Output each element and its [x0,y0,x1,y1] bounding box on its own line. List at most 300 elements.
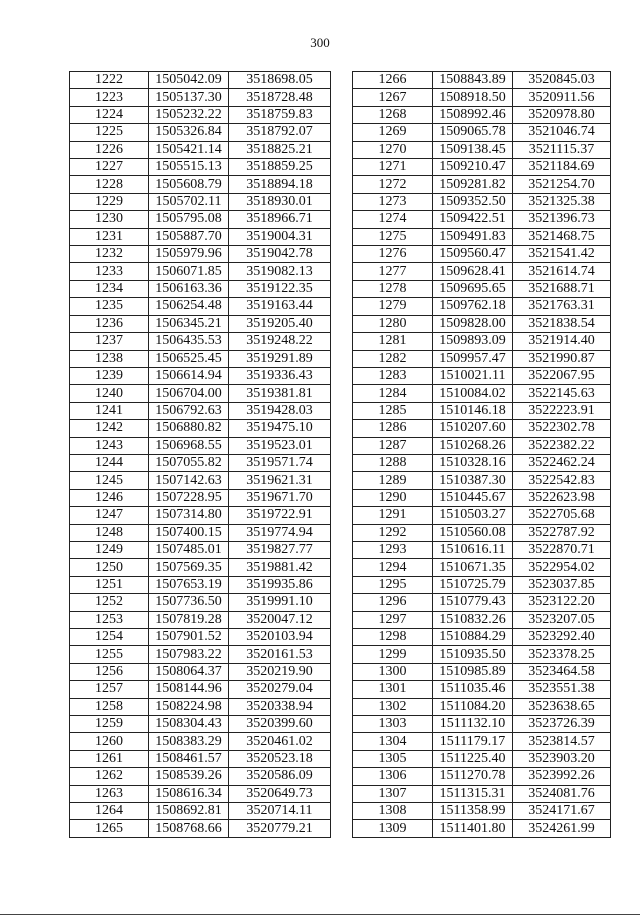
point-number-cell: 1233 [70,263,149,280]
y-coordinate-cell: 3523207.05 [513,611,611,628]
table-row [353,559,611,576]
table-row [70,576,331,593]
point-number-cell: 1238 [70,350,149,367]
y-coordinate-cell: 3522223.91 [513,402,611,419]
y-coordinate-cell: 3518966.71 [229,211,331,228]
x-coordinate-cell: 1507653.19 [149,576,229,593]
x-coordinate-cell: 1510616.11 [433,541,513,558]
table-row [353,507,611,524]
x-coordinate-cell: 1506614.94 [149,367,229,384]
point-number-cell: 1270 [353,141,433,158]
x-coordinate-cell: 1507485.01 [149,541,229,558]
x-coordinate-cell: 1509828.00 [433,315,513,332]
point-number-cell: 1279 [353,298,433,315]
table-row [70,507,331,524]
table-row [70,733,331,750]
x-coordinate-cell: 1506704.00 [149,385,229,402]
x-coordinate-cell: 1506071.85 [149,263,229,280]
y-coordinate-cell: 3521184.69 [513,159,611,176]
y-coordinate-cell: 3518728.48 [229,89,331,106]
point-number-cell: 1232 [70,246,149,263]
x-coordinate-cell: 1510021.11 [433,367,513,384]
x-coordinate-cell: 1507400.15 [149,524,229,541]
table-row [353,541,611,558]
x-coordinate-cell: 1507228.95 [149,489,229,506]
x-coordinate-cell: 1508064.37 [149,663,229,680]
x-coordinate-cell: 1506525.45 [149,350,229,367]
point-number-cell: 1262 [70,768,149,785]
x-coordinate-cell: 1510268.26 [433,437,513,454]
y-coordinate-cell: 3521914.40 [513,333,611,350]
point-number-cell: 1274 [353,211,433,228]
point-number-cell: 1249 [70,541,149,558]
y-coordinate-cell: 3519291.89 [229,350,331,367]
y-coordinate-cell: 3521468.75 [513,228,611,245]
table-row [353,733,611,750]
y-coordinate-cell: 3520047.12 [229,611,331,628]
table-row [70,72,331,89]
y-coordinate-cell: 3519621.31 [229,472,331,489]
y-coordinate-cell: 3524171.67 [513,803,611,820]
point-number-cell: 1230 [70,211,149,228]
point-number-cell: 1258 [70,698,149,715]
point-number-cell: 1254 [70,629,149,646]
point-number-cell: 1296 [353,594,433,611]
y-coordinate-cell: 3522145.63 [513,385,611,402]
point-number-cell: 1305 [353,750,433,767]
y-coordinate-cell: 3520978.80 [513,106,611,123]
table-row [70,663,331,680]
x-coordinate-cell: 1506163.36 [149,280,229,297]
y-coordinate-cell: 3523638.65 [513,698,611,715]
x-coordinate-cell: 1505232.22 [149,106,229,123]
point-number-cell: 1264 [70,803,149,820]
point-number-cell: 1261 [70,750,149,767]
point-number-cell: 1298 [353,629,433,646]
x-coordinate-cell: 1508992.46 [433,106,513,123]
table-row [70,159,331,176]
table-row [70,594,331,611]
x-coordinate-cell: 1508461.57 [149,750,229,767]
y-coordinate-cell: 3520219.90 [229,663,331,680]
point-number-cell: 1237 [70,333,149,350]
table-row [70,646,331,663]
table-row [70,228,331,245]
y-coordinate-cell: 3520911.56 [513,89,611,106]
x-coordinate-cell: 1510560.08 [433,524,513,541]
point-number-cell: 1273 [353,193,433,210]
point-number-cell: 1260 [70,733,149,750]
point-number-cell: 1299 [353,646,433,663]
y-coordinate-cell: 3523378.25 [513,646,611,663]
point-number-cell: 1280 [353,315,433,332]
y-coordinate-cell: 3521614.74 [513,263,611,280]
x-coordinate-cell: 1510884.29 [433,629,513,646]
point-number-cell: 1284 [353,385,433,402]
y-coordinate-cell: 3520399.60 [229,716,331,733]
y-coordinate-cell: 3518759.83 [229,106,331,123]
x-coordinate-cell: 1508616.34 [149,785,229,802]
y-coordinate-cell: 3522870.71 [513,541,611,558]
x-coordinate-cell: 1509762.18 [433,298,513,315]
x-coordinate-cell: 1511315.31 [433,785,513,802]
x-coordinate-cell: 1505979.96 [149,246,229,263]
point-number-cell: 1244 [70,454,149,471]
y-coordinate-cell: 3521325.38 [513,193,611,210]
x-coordinate-cell: 1506345.21 [149,315,229,332]
table-body [353,72,611,838]
x-coordinate-cell: 1510146.18 [433,402,513,419]
point-number-cell: 1285 [353,402,433,419]
x-coordinate-cell: 1509352.50 [433,193,513,210]
point-number-cell: 1286 [353,420,433,437]
table-row [70,489,331,506]
y-coordinate-cell: 3520714.11 [229,803,331,820]
point-number-cell: 1302 [353,698,433,715]
y-coordinate-cell: 3518792.07 [229,124,331,141]
point-number-cell: 1268 [353,106,433,123]
x-coordinate-cell: 1509695.65 [433,280,513,297]
y-coordinate-cell: 3518825.21 [229,141,331,158]
x-coordinate-cell: 1507901.52 [149,629,229,646]
y-coordinate-cell: 3520461.02 [229,733,331,750]
x-coordinate-cell: 1505421.14 [149,141,229,158]
table-row [70,768,331,785]
x-coordinate-cell: 1507569.35 [149,559,229,576]
x-coordinate-cell: 1508768.66 [149,820,229,837]
y-coordinate-cell: 3521396.73 [513,211,611,228]
point-number-cell: 1265 [70,820,149,837]
table-row [353,524,611,541]
table-row [70,315,331,332]
point-number-cell: 1288 [353,454,433,471]
x-coordinate-cell: 1510985.89 [433,663,513,680]
table-row [70,333,331,350]
x-coordinate-cell: 1506254.48 [149,298,229,315]
y-coordinate-cell: 3519381.81 [229,385,331,402]
x-coordinate-cell: 1509138.45 [433,141,513,158]
table-row [353,106,611,123]
table-row [70,176,331,193]
y-coordinate-cell: 3519163.44 [229,298,331,315]
point-number-cell: 1271 [353,159,433,176]
y-coordinate-cell: 3519881.42 [229,559,331,576]
point-number-cell: 1247 [70,507,149,524]
point-number-cell: 1281 [353,333,433,350]
x-coordinate-cell: 1510832.26 [433,611,513,628]
y-coordinate-cell: 3522623.98 [513,489,611,506]
table-row [70,472,331,489]
y-coordinate-cell: 3520779.21 [229,820,331,837]
y-coordinate-cell: 3519827.77 [229,541,331,558]
point-number-cell: 1278 [353,280,433,297]
x-coordinate-cell: 1507819.28 [149,611,229,628]
x-coordinate-cell: 1509065.78 [433,124,513,141]
x-coordinate-cell: 1509628.41 [433,263,513,280]
table-row [70,629,331,646]
y-coordinate-cell: 3519991.10 [229,594,331,611]
table-row [353,576,611,593]
table-row [70,820,331,837]
point-number-cell: 1289 [353,472,433,489]
x-coordinate-cell: 1509281.82 [433,176,513,193]
x-coordinate-cell: 1508383.29 [149,733,229,750]
x-coordinate-cell: 1510445.67 [433,489,513,506]
table-row [353,350,611,367]
x-coordinate-cell: 1507142.63 [149,472,229,489]
point-number-cell: 1252 [70,594,149,611]
y-coordinate-cell: 3523726.39 [513,716,611,733]
point-number-cell: 1236 [70,315,149,332]
x-coordinate-cell: 1508539.26 [149,768,229,785]
x-coordinate-cell: 1510207.60 [433,420,513,437]
x-coordinate-cell: 1510084.02 [433,385,513,402]
x-coordinate-cell: 1510671.35 [433,559,513,576]
table-row [70,367,331,384]
table-row [353,124,611,141]
table-row [70,350,331,367]
table-row [353,716,611,733]
x-coordinate-cell: 1506968.55 [149,437,229,454]
y-coordinate-cell: 3518859.25 [229,159,331,176]
bottom-rule [0,914,640,915]
y-coordinate-cell: 3523903.20 [513,750,611,767]
x-coordinate-cell: 1508918.50 [433,89,513,106]
table-row [70,124,331,141]
y-coordinate-cell: 3521254.70 [513,176,611,193]
table-row [353,681,611,698]
point-number-cell: 1242 [70,420,149,437]
point-number-cell: 1277 [353,263,433,280]
table-row [353,768,611,785]
point-number-cell: 1287 [353,437,433,454]
y-coordinate-cell: 3519248.22 [229,333,331,350]
table-row [70,193,331,210]
point-number-cell: 1243 [70,437,149,454]
table-row [353,228,611,245]
x-coordinate-cell: 1505702.11 [149,193,229,210]
table-row [70,89,331,106]
table-row [70,437,331,454]
table-row [70,106,331,123]
x-coordinate-cell: 1511179.17 [433,733,513,750]
x-coordinate-cell: 1508843.89 [433,72,513,89]
point-number-cell: 1250 [70,559,149,576]
point-number-cell: 1282 [353,350,433,367]
y-coordinate-cell: 3522067.95 [513,367,611,384]
point-number-cell: 1263 [70,785,149,802]
point-number-cell: 1290 [353,489,433,506]
table-row [353,437,611,454]
point-number-cell: 1266 [353,72,433,89]
y-coordinate-cell: 3522462.24 [513,454,611,471]
y-coordinate-cell: 3519475.10 [229,420,331,437]
y-coordinate-cell: 3521046.74 [513,124,611,141]
table-row [70,141,331,158]
table-row [353,629,611,646]
table-row [353,472,611,489]
y-coordinate-cell: 3521763.31 [513,298,611,315]
point-number-cell: 1301 [353,681,433,698]
x-coordinate-cell: 1508692.81 [149,803,229,820]
x-coordinate-cell: 1511270.78 [433,768,513,785]
x-coordinate-cell: 1511225.40 [433,750,513,767]
y-coordinate-cell: 3522954.02 [513,559,611,576]
table-row [353,280,611,297]
table-row [70,541,331,558]
point-number-cell: 1231 [70,228,149,245]
page-number: 300 [310,35,330,50]
x-coordinate-cell: 1505795.08 [149,211,229,228]
table-row [70,298,331,315]
y-coordinate-cell: 3519671.70 [229,489,331,506]
point-number-cell: 1308 [353,803,433,820]
point-number-cell: 1225 [70,124,149,141]
table-row [70,454,331,471]
y-coordinate-cell: 3519205.40 [229,315,331,332]
point-number-cell: 1253 [70,611,149,628]
point-number-cell: 1309 [353,820,433,837]
x-coordinate-cell: 1510779.43 [433,594,513,611]
y-coordinate-cell: 3520279.04 [229,681,331,698]
y-coordinate-cell: 3521541.42 [513,246,611,263]
x-coordinate-cell: 1511401.80 [433,820,513,837]
point-number-cell: 1229 [70,193,149,210]
y-coordinate-cell: 3520586.09 [229,768,331,785]
y-coordinate-cell: 3520523.18 [229,750,331,767]
x-coordinate-cell: 1511358.99 [433,803,513,820]
x-coordinate-cell: 1510328.16 [433,454,513,471]
point-number-cell: 1275 [353,228,433,245]
point-number-cell: 1227 [70,159,149,176]
x-coordinate-cell: 1505137.30 [149,89,229,106]
y-coordinate-cell: 3520649.73 [229,785,331,802]
point-number-cell: 1293 [353,541,433,558]
y-coordinate-cell: 3519428.03 [229,402,331,419]
point-number-cell: 1300 [353,663,433,680]
x-coordinate-cell: 1508144.96 [149,681,229,698]
table-body [70,72,331,838]
x-coordinate-cell: 1510503.27 [433,507,513,524]
y-coordinate-cell: 3523122.20 [513,594,611,611]
table-row [353,176,611,193]
table-row [353,646,611,663]
y-coordinate-cell: 3518698.05 [229,72,331,89]
table-row [353,367,611,384]
y-coordinate-cell: 3520103.94 [229,629,331,646]
point-number-cell: 1222 [70,72,149,89]
point-number-cell: 1241 [70,402,149,419]
y-coordinate-cell: 3523037.85 [513,576,611,593]
y-coordinate-cell: 3522705.68 [513,507,611,524]
point-number-cell: 1291 [353,507,433,524]
point-number-cell: 1294 [353,559,433,576]
table-row [353,402,611,419]
y-coordinate-cell: 3523992.26 [513,768,611,785]
point-number-cell: 1307 [353,785,433,802]
table-row [353,315,611,332]
table-row [353,454,611,471]
y-coordinate-cell: 3519122.35 [229,280,331,297]
x-coordinate-cell: 1507983.22 [149,646,229,663]
x-coordinate-cell: 1510725.79 [433,576,513,593]
y-coordinate-cell: 3520845.03 [513,72,611,89]
table-row [353,489,611,506]
y-coordinate-cell: 3522542.83 [513,472,611,489]
table-row [70,611,331,628]
y-coordinate-cell: 3523814.57 [513,733,611,750]
table-row [353,803,611,820]
y-coordinate-cell: 3519774.94 [229,524,331,541]
x-coordinate-cell: 1505515.13 [149,159,229,176]
x-coordinate-cell: 1509957.47 [433,350,513,367]
table-row [70,385,331,402]
y-coordinate-cell: 3521838.54 [513,315,611,332]
table-row [70,211,331,228]
point-number-cell: 1283 [353,367,433,384]
table-row [353,72,611,89]
x-coordinate-cell: 1511132.10 [433,716,513,733]
y-coordinate-cell: 3519722.91 [229,507,331,524]
table-row [70,750,331,767]
point-number-cell: 1304 [353,733,433,750]
point-number-cell: 1255 [70,646,149,663]
table-row [353,298,611,315]
table-row [70,681,331,698]
point-number-cell: 1235 [70,298,149,315]
table-row [70,280,331,297]
table-row [70,716,331,733]
x-coordinate-cell: 1509560.47 [433,246,513,263]
x-coordinate-cell: 1506792.63 [149,402,229,419]
table-row [353,159,611,176]
y-coordinate-cell: 3518930.01 [229,193,331,210]
table-row [353,820,611,837]
table-row [353,89,611,106]
table-row [70,402,331,419]
table-row [353,594,611,611]
table-row [353,611,611,628]
y-coordinate-cell: 3519082.13 [229,263,331,280]
x-coordinate-cell: 1509422.51 [433,211,513,228]
y-coordinate-cell: 3519004.31 [229,228,331,245]
x-coordinate-cell: 1506435.53 [149,333,229,350]
table-row [353,141,611,158]
x-coordinate-cell: 1510387.30 [433,472,513,489]
table-row [353,246,611,263]
table-row [353,420,611,437]
table-row [70,698,331,715]
y-coordinate-cell: 3524261.99 [513,820,611,837]
x-coordinate-cell: 1507736.50 [149,594,229,611]
y-coordinate-cell: 3519336.43 [229,367,331,384]
point-number-cell: 1267 [353,89,433,106]
point-number-cell: 1245 [70,472,149,489]
coordinate-table-right [352,71,611,838]
point-number-cell: 1226 [70,141,149,158]
x-coordinate-cell: 1509210.47 [433,159,513,176]
point-number-cell: 1257 [70,681,149,698]
y-coordinate-cell: 3520338.94 [229,698,331,715]
x-coordinate-cell: 1508224.98 [149,698,229,715]
y-coordinate-cell: 3521115.37 [513,141,611,158]
y-coordinate-cell: 3519935.86 [229,576,331,593]
table-row [353,193,611,210]
x-coordinate-cell: 1505887.70 [149,228,229,245]
y-coordinate-cell: 3523551.38 [513,681,611,698]
x-coordinate-cell: 1507314.80 [149,507,229,524]
x-coordinate-cell: 1510935.50 [433,646,513,663]
